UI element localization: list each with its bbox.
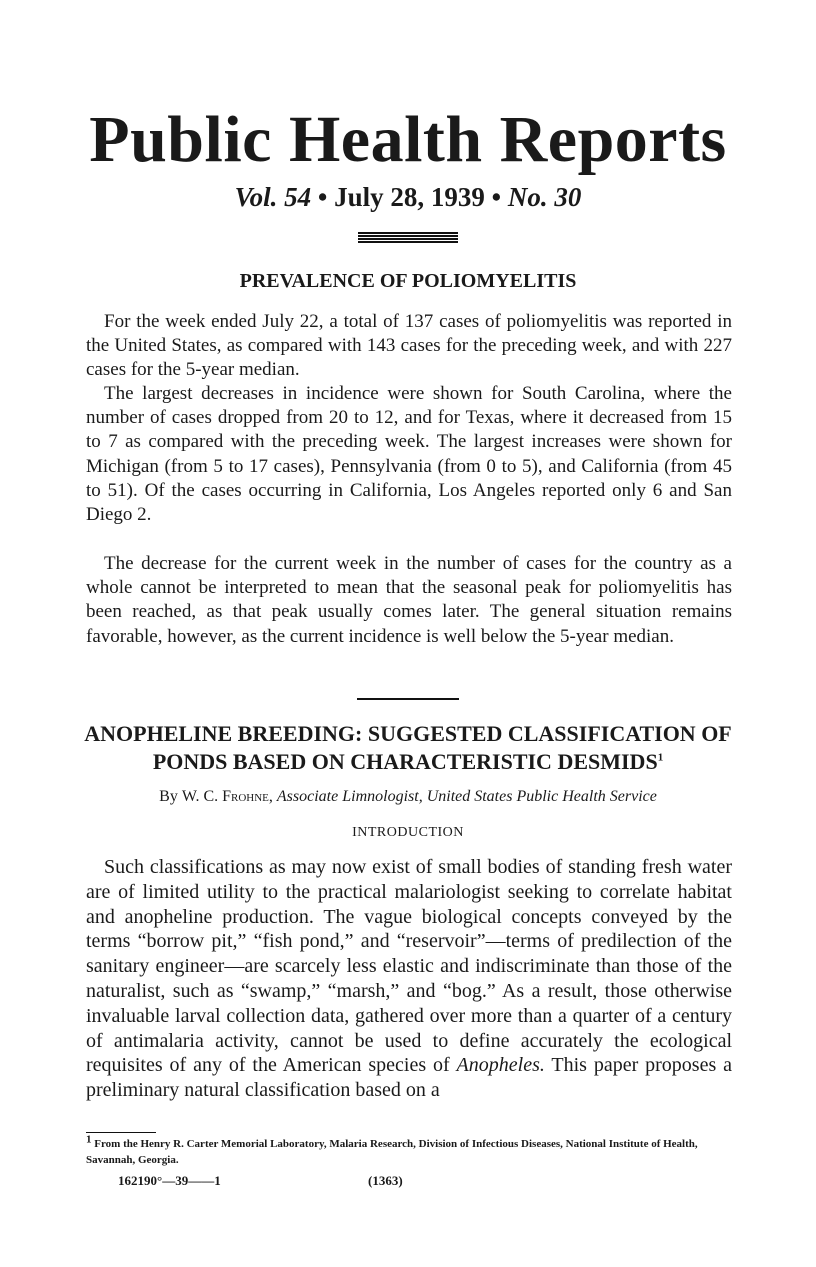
article1-heading: PREVALENCE OF POLIOMYELITIS [239,270,577,292]
journal-title: Public Health Reports [89,103,727,176]
issue-date: July 28, 1939 [334,182,485,212]
byline-prefix: By [159,788,178,805]
article1-paragraph [86,552,732,649]
article2-heading-text: ANOPHELINE BREEDING: SUGGESTED CLASSIFICATION OF PONDS BASED ON CHARACTERISTIC DESMIDS [84,721,732,774]
article2-heading [70,720,746,776]
article2-text: Such classifications as may now exist of small bodies of standing fresh water are of limited utility to the practical malariologist seeking to correlate habitat and anopheline production. The vague biological concepts conveyed by the terms “borrow pit,” “fish pond,” and “reservoir”—terms of predilection of the sanitary engineer—are scarcely less elastic and indiscriminate than those of the naturalist, such as “swamp,” “marsh,” and “bog.” As a result, those otherwise invaluable larval collection data, gathered over more than a quarter of a century of antimalaria activity, cannot be used to define accurately the ecological requisites of any of the American species of [86,856,732,1077]
article1-paragraph [86,310,732,383]
article1-text: The decrease for the current week in the number of cases for the country as a whole cannot be interpreted to mean that the seasonal peak for poliomyelitis has been reached, as that peak usually comes later. The general situation remains favorable, however, as the current incidence is well below the 5-year median. [86,553,732,647]
issue-line [0,180,816,214]
article2-paragraph [86,855,732,1103]
footnote [86,1133,732,1168]
genus-name: Anopheles. [456,1054,545,1077]
article2-text-continued: This paper proposes a preliminary natural classification based on a [86,1054,733,1102]
footnote-rule [86,1132,156,1133]
bullet-separator: • [491,182,502,212]
author-name: W. C. Frohne, [181,788,273,805]
print-code: 162190°—39——1 [118,1173,221,1188]
byline [0,786,816,808]
article1-paragraph [86,382,732,527]
section-subheading: INTRODUCTION [352,825,464,840]
article1-text: The largest decreases in incidence were shown for South Carolina, where the number of cases dropped from 20 to 12, and for Texas, where it decreased from 15 to 7 as compared with the preceding week. The largest increases were shown for Michigan (from 5 to 17 cases), Pennsylvania (from 0 to 5), and California (from 45 to 51). Of the cases occurring in California, Los Angeles reported only 6 and San Diego 2. [86,383,732,526]
article1-text: For the week ended July 22, a total of 137 cases of poliomyelitis was reported in the United States, as compared with 143 cases for the preceding week, and with 227 cases for the 5-year median. [86,311,732,381]
footnote-number: 1 [86,1133,92,1146]
page-footer [118,1172,518,1190]
volume-label: Vol. 54 [234,182,312,212]
bullet-separator: • [317,182,328,212]
author-title: Associate Limnologist, United States Public Health Service [276,788,657,805]
issue-number: No. 30 [507,182,582,212]
footnote-mark: 1 [657,751,664,764]
page-number: (1363) [368,1173,403,1188]
section-divider [357,698,459,700]
footnote-text: From the Henry R. Carter Memorial Laboratory, Malaria Research, Division of Infectious Diseases, National Institute of Health, Savannah, Georgia. [86,1138,698,1166]
decorative-rule [358,232,458,244]
